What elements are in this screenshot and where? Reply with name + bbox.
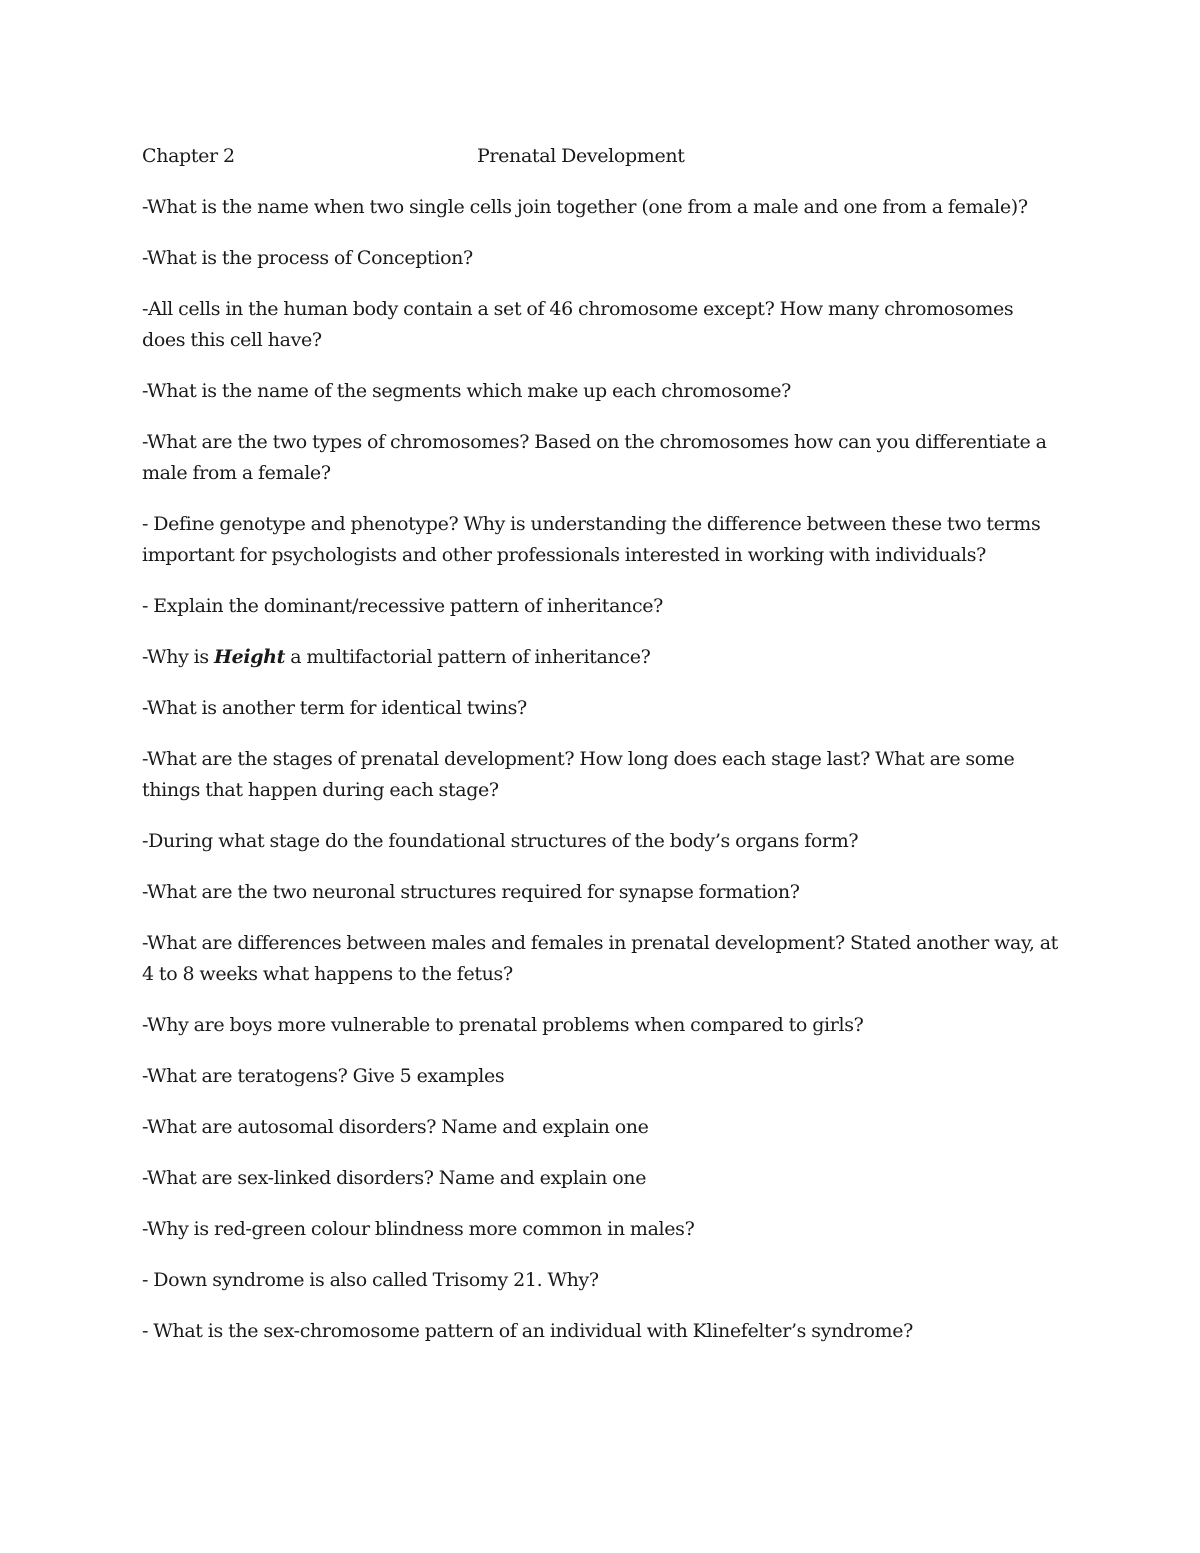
question-8 bbox=[142, 642, 1060, 673]
question-16: -What are autosomal disorders? Name and explain one bbox=[142, 1116, 649, 1138]
question-7: - Explain the dominant/recessive pattern of inheritance? bbox=[142, 595, 663, 617]
chapter-label: Chapter 2 bbox=[142, 145, 235, 167]
question-13: -What are differences between males and females in prenatal development? Stated another way, at 4 to 8 weeks what happens to the fetus? bbox=[142, 932, 1058, 985]
question-18: -Why is red-green colour blindness more common in males? bbox=[142, 1218, 695, 1240]
question-1: -What is the name when two single cells join together (one from a male and one from a female)? bbox=[142, 196, 1028, 218]
question-8-after: a multifactorial pattern of inheritance? bbox=[285, 646, 651, 668]
question-2: -What is the process of Conception? bbox=[142, 247, 473, 269]
document-header bbox=[142, 141, 1060, 172]
question-6: - Define genotype and phenotype? Why is understanding the difference between these two terms important for psychologists and other professionals interested in working with individuals? bbox=[142, 513, 1041, 566]
document-content bbox=[142, 141, 1060, 1367]
question-8-before: -Why is bbox=[142, 646, 214, 668]
question-3: -All cells in the human body contain a set of 46 chromosome except? How many chromosomes does this cell have? bbox=[142, 298, 1014, 351]
question-10: -What are the stages of prenatal development? How long does each stage last? What are some things that happen during each stage? bbox=[142, 748, 1015, 801]
question-8-emphasis: Height bbox=[214, 646, 286, 668]
question-5: -What are the two types of chromosomes? Based on the chromosomes how can you differentiate a male from a female? bbox=[142, 431, 1047, 484]
question-20: - What is the sex-chromosome pattern of an individual with Klinefelter’s syndrome? bbox=[142, 1320, 913, 1342]
question-17: -What are sex-linked disorders? Name and explain one bbox=[142, 1167, 647, 1189]
question-9: -What is another term for identical twins? bbox=[142, 697, 527, 719]
question-11: -During what stage do the foundational structures of the body’s organs form? bbox=[142, 830, 859, 852]
question-19: - Down syndrome is also called Trisomy 21. Why? bbox=[142, 1269, 599, 1291]
question-12: -What are the two neuronal structures required for synapse formation? bbox=[142, 881, 800, 903]
question-14: -Why are boys more vulnerable to prenatal problems when compared to girls? bbox=[142, 1014, 864, 1036]
question-4: -What is the name of the segments which make up each chromosome? bbox=[142, 380, 791, 402]
question-15: -What are teratogens? Give 5 examples bbox=[142, 1065, 505, 1087]
document-title: Prenatal Development bbox=[477, 145, 685, 167]
